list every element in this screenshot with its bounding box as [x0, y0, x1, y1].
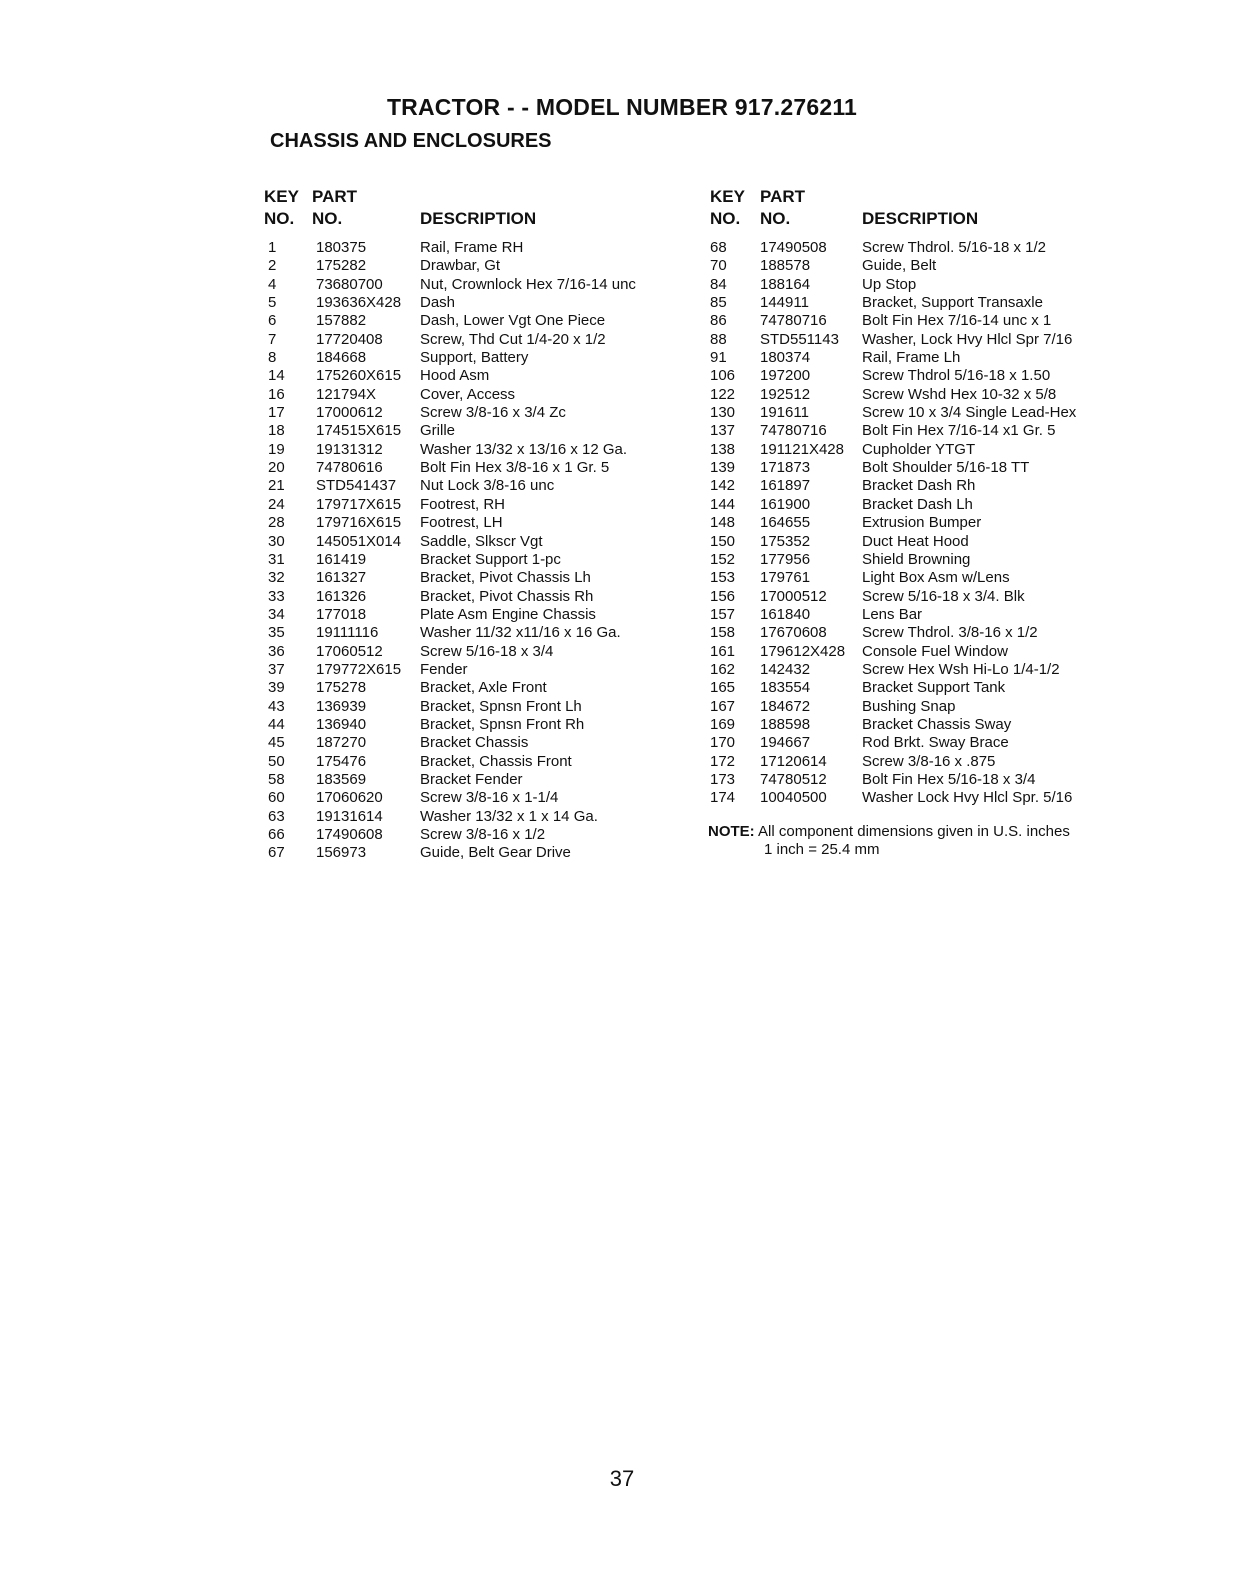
table-row: [710, 514, 1150, 532]
part-description: Rail, Frame RH: [420, 239, 524, 256]
table-row: [710, 441, 1150, 459]
part-description: Screw 5/16-18 x 3/4: [420, 642, 554, 660]
part-no: 161840: [760, 605, 811, 623]
key-no: 45: [268, 734, 285, 752]
part-description: Shield Browning: [862, 550, 971, 568]
part-no: 191121X428: [760, 440, 844, 458]
part-no: 161897: [760, 477, 811, 495]
part-description: Rail, Frame Lh: [862, 349, 961, 367]
key-no: 34: [268, 605, 285, 623]
key-no: 18: [268, 422, 285, 440]
table-row: [710, 643, 1150, 661]
key-no: 156: [710, 587, 736, 605]
part-no: 156973: [316, 844, 367, 862]
parts-rows-left: [264, 239, 684, 863]
header-key-line1: KEY: [710, 187, 745, 206]
part-no: 177956: [760, 550, 811, 568]
part-no: 74780716: [760, 422, 827, 440]
table-row: [264, 716, 684, 734]
part-description: Bracket Support 1-pc: [420, 550, 561, 568]
table-row: [710, 386, 1150, 404]
key-no: 36: [268, 642, 285, 660]
parts-rows-right: [710, 239, 1150, 808]
part-no: 17060512: [316, 642, 383, 660]
part-description: Bracket, Chassis Front: [420, 752, 572, 770]
note-line1: All component dimensions given in U.S. inches: [758, 823, 1070, 840]
part-description: Screw Thdrol 5/16-18 x 1.50: [862, 367, 1051, 385]
key-no: 17: [268, 404, 285, 422]
key-no: 14: [268, 367, 285, 385]
key-no: 84: [710, 275, 727, 293]
key-no: 165: [710, 679, 736, 697]
part-no: 19131312: [316, 440, 383, 458]
key-no: 2: [268, 257, 277, 275]
table-row: [264, 276, 684, 294]
table-row: [264, 257, 684, 275]
part-no: 175352: [760, 532, 811, 550]
part-description: Screw Thdrol. 3/8-16 x 1/2: [862, 624, 1038, 642]
key-no: 35: [268, 624, 285, 642]
part-no: 74780616: [316, 459, 383, 477]
part-no: STD541437: [316, 477, 397, 495]
part-description: Extrusion Bumper: [862, 514, 982, 532]
table-header: [264, 187, 684, 233]
table-row: [264, 514, 684, 532]
header-key-line2: NO.: [264, 209, 295, 228]
part-no: 188598: [760, 715, 811, 733]
part-no: 17720408: [316, 330, 383, 348]
note-label: NOTE:: [708, 823, 755, 840]
part-description: Nut, Crownlock Hex 7/16-14 unc: [420, 275, 636, 293]
part-description: Duct Heat Hood: [862, 532, 969, 550]
key-no: 106: [710, 367, 736, 385]
part-description: Footrest, LH: [420, 514, 503, 532]
table-row: [264, 753, 684, 771]
part-no: 17000612: [316, 404, 383, 422]
part-no: 188164: [760, 275, 811, 293]
key-no: 167: [710, 697, 736, 715]
part-description: Bolt Fin Hex 3/8-16 x 1 Gr. 5: [420, 459, 610, 477]
part-description: Bracket Chassis Sway: [862, 715, 1012, 733]
parts-table-left: [264, 187, 684, 863]
part-description: Screw 3/8-16 x 1-1/4: [420, 789, 559, 807]
key-no: 58: [268, 770, 285, 788]
header-description: DESCRIPTION: [420, 209, 537, 228]
part-description: Screw 3/8-16 x 3/4 Zc: [420, 404, 566, 422]
table-row: [264, 404, 684, 422]
key-no: 24: [268, 495, 285, 513]
part-description: Guide, Belt Gear Drive: [420, 844, 571, 862]
part-description: Footrest, RH: [420, 495, 506, 513]
part-no: 17490608: [316, 826, 383, 843]
table-row: [710, 698, 1150, 716]
key-no: 39: [268, 679, 285, 697]
part-no: 157882: [316, 312, 367, 330]
key-no: 172: [710, 752, 736, 770]
part-description: Nut Lock 3/8-16 unc: [420, 477, 555, 495]
part-no: 74780716: [760, 312, 827, 330]
part-description: Bracket, Support Transaxle: [862, 294, 1043, 312]
part-description: Plate Asm Engine Chassis: [420, 605, 596, 623]
page-number: 37: [609, 1466, 635, 1491]
part-description: Saddle, Slkscr Vgt: [420, 532, 543, 550]
table-row: [710, 551, 1150, 569]
part-description: Screw 5/16-18 x 3/4. Blk: [862, 587, 1025, 605]
table-row: [710, 661, 1150, 679]
key-no: 6: [268, 312, 277, 330]
part-no: 17060620: [316, 789, 383, 807]
part-no: 188578: [760, 257, 811, 275]
table-row: [264, 349, 684, 367]
table-header: [710, 187, 1150, 233]
header-part-line1: PART: [312, 187, 358, 206]
part-description: Washer Lock Hvy Hlcl Spr. 5/16: [862, 789, 1073, 807]
part-no: STD551143: [760, 330, 839, 348]
part-no: 179772X615: [316, 660, 402, 678]
table-row: [264, 551, 684, 569]
part-description: Up Stop: [862, 275, 917, 293]
table-row: [710, 239, 1150, 257]
key-no: 174: [710, 789, 736, 807]
header-part-line2: NO.: [312, 209, 343, 228]
part-description: Bolt Shoulder 5/16-18 TT: [862, 459, 1030, 477]
part-description: Cupholder YTGT: [862, 440, 976, 458]
part-description: Bracket, Pivot Chassis Lh: [420, 569, 591, 587]
part-description: Support, Battery: [420, 349, 529, 367]
key-no: 66: [268, 826, 285, 843]
table-row: [710, 459, 1150, 477]
part-description: Bolt Fin Hex 7/16-14 unc x 1: [862, 312, 1052, 330]
table-row: [710, 679, 1150, 697]
part-no: 179612X428: [760, 642, 846, 660]
table-row: [710, 367, 1150, 385]
key-no: 5: [268, 294, 277, 312]
table-row: [264, 386, 684, 404]
part-no: 74780512: [760, 770, 827, 788]
dimension-note: [708, 823, 1070, 859]
table-row: [264, 569, 684, 587]
table-row: [264, 312, 684, 330]
part-no: 136939: [316, 697, 367, 715]
table-row: [264, 477, 684, 495]
table-row: [264, 624, 684, 642]
part-description: Fender: [420, 660, 468, 678]
header-description: DESCRIPTION: [862, 209, 979, 228]
part-description: Screw 3/8-16 x .875: [862, 752, 996, 770]
table-row: [710, 276, 1150, 294]
part-no: 161900: [760, 495, 811, 513]
part-description: Lens Bar: [862, 605, 923, 623]
part-no: 183554: [760, 679, 811, 697]
key-no: 30: [268, 532, 285, 550]
table-row: [264, 826, 684, 844]
key-no: 7: [268, 330, 277, 348]
key-no: 144: [710, 495, 736, 513]
table-row: [710, 404, 1150, 422]
table-row: [710, 312, 1150, 330]
part-description: Washer 11/32 x11/16 x 16 Ga.: [420, 624, 621, 642]
key-no: 153: [710, 569, 736, 587]
key-no: 91: [710, 349, 727, 367]
part-description: Dash: [420, 294, 456, 312]
part-no: 145051X014: [316, 532, 402, 550]
table-row: [264, 698, 684, 716]
section-title: CHASSIS AND ENCLOSURES: [270, 130, 552, 152]
note-line2: 1 inch = 25.4 mm: [764, 841, 880, 858]
table-row: [264, 789, 684, 807]
table-row: [264, 331, 684, 349]
key-no: 148: [710, 514, 736, 532]
part-no: 161327: [316, 569, 367, 587]
table-row: [710, 624, 1150, 642]
key-no: 37: [268, 660, 285, 678]
table-row: [264, 496, 684, 514]
key-no: 157: [710, 605, 736, 623]
table-row: [264, 422, 684, 440]
table-row: [264, 367, 684, 385]
key-no: 20: [268, 459, 285, 477]
key-no: 173: [710, 770, 736, 788]
part-description: Light Box Asm w/Lens: [862, 569, 1010, 587]
part-description: Bracket, Pivot Chassis Rh: [420, 587, 594, 605]
part-description: Console Fuel Window: [862, 642, 1008, 660]
table-row: [264, 606, 684, 624]
header-key-line1: KEY: [264, 187, 299, 206]
key-no: 150: [710, 532, 736, 550]
key-no: 70: [710, 257, 727, 275]
part-description: Drawbar, Gt: [420, 257, 501, 275]
part-no: 184668: [316, 349, 367, 367]
table-row: [710, 753, 1150, 771]
key-no: 50: [268, 752, 285, 770]
table-row: [264, 808, 684, 826]
table-row: [264, 533, 684, 551]
part-description: Washer 13/32 x 1 x 14 Ga.: [420, 807, 598, 825]
table-row: [710, 588, 1150, 606]
part-no: 194667: [760, 734, 811, 752]
table-row: [710, 349, 1150, 367]
part-no: 73680700: [316, 275, 383, 293]
part-no: 179717X615: [316, 495, 402, 513]
page-title: TRACTOR - - MODEL NUMBER 917.276211: [386, 94, 858, 120]
key-no: 60: [268, 789, 285, 807]
key-no: 4: [268, 275, 277, 293]
part-description: Bracket, Spnsn Front Lh: [420, 697, 582, 715]
key-no: 130: [710, 404, 736, 422]
part-description: Screw 3/8-16 x 1/2: [420, 826, 546, 843]
part-no: 171873: [760, 459, 811, 477]
header-key-line2: NO.: [710, 209, 741, 228]
table-row: [264, 239, 684, 257]
part-no: 17670608: [760, 624, 827, 642]
part-no: 19111116: [316, 624, 379, 642]
part-no: 19131614: [316, 807, 383, 825]
part-description: Bushing Snap: [862, 697, 956, 715]
part-no: 17000512: [760, 587, 827, 605]
table-row: [264, 679, 684, 697]
part-no: 17120614: [760, 752, 827, 770]
part-no: 187270: [316, 734, 367, 752]
key-no: 170: [710, 734, 736, 752]
part-description: Washer, Lock Hvy Hlcl Spr 7/16: [862, 330, 1073, 348]
part-description: Cover, Access: [420, 385, 516, 403]
part-description: Bracket Support Tank: [862, 679, 1006, 697]
part-no: 192512: [760, 385, 811, 403]
part-description: Bolt Fin Hex 7/16-14 x1 Gr. 5: [862, 422, 1056, 440]
key-no: 152: [710, 550, 736, 568]
part-no: 179761: [760, 569, 811, 587]
table-row: [710, 771, 1150, 789]
table-row: [264, 771, 684, 789]
part-description: Guide, Belt: [862, 257, 937, 275]
table-row: [710, 533, 1150, 551]
part-no: 180374: [760, 349, 811, 367]
table-row: [710, 422, 1150, 440]
part-no: 191611: [760, 404, 809, 422]
key-no: 44: [268, 715, 285, 733]
part-description: Washer 13/32 x 13/16 x 12 Ga.: [420, 440, 628, 458]
key-no: 67: [268, 844, 285, 862]
part-description: Dash, Lower Vgt One Piece: [420, 312, 606, 330]
part-no: 136940: [316, 715, 367, 733]
part-no: 197200: [760, 367, 811, 385]
part-no: 175278: [316, 679, 367, 697]
part-no: 175260X615: [316, 367, 402, 385]
key-no: 63: [268, 807, 285, 825]
key-no: 161: [710, 642, 736, 660]
key-no: 21: [268, 477, 285, 495]
key-no: 28: [268, 514, 285, 532]
part-description: Bracket, Axle Front: [420, 679, 547, 697]
table-row: [710, 789, 1150, 807]
part-no: 121794X: [316, 385, 377, 403]
key-no: 1: [268, 239, 277, 256]
table-row: [710, 331, 1150, 349]
part-description: Screw Thdrol. 5/16-18 x 1/2: [862, 239, 1046, 256]
part-description: Screw 10 x 3/4 Single Lead-Hex: [862, 404, 1077, 422]
table-row: [264, 661, 684, 679]
part-no: 161419: [316, 550, 367, 568]
part-no: 164655: [760, 514, 811, 532]
table-row: [264, 844, 684, 862]
key-no: 142: [710, 477, 736, 495]
key-no: 88: [710, 330, 727, 348]
table-row: [264, 294, 684, 312]
key-no: 43: [268, 697, 285, 715]
part-description: Bracket Fender: [420, 770, 523, 788]
part-description: Bracket Chassis: [420, 734, 529, 752]
part-no: 142432: [760, 660, 811, 678]
part-no: 175476: [316, 752, 367, 770]
part-no: 177018: [316, 605, 367, 623]
part-no: 144911: [760, 294, 809, 312]
table-row: [264, 441, 684, 459]
part-description: Hood Asm: [420, 367, 490, 385]
part-no: 184672: [760, 697, 811, 715]
part-description: Bracket Dash Rh: [862, 477, 976, 495]
key-no: 139: [710, 459, 736, 477]
part-no: 175282: [316, 257, 367, 275]
part-no: 180375: [316, 239, 367, 256]
key-no: 68: [710, 239, 727, 256]
key-no: 86: [710, 312, 727, 330]
key-no: 19: [268, 440, 285, 458]
part-description: Bracket Dash Lh: [862, 495, 973, 513]
table-row: [710, 294, 1150, 312]
table-row: [710, 257, 1150, 275]
table-row: [264, 588, 684, 606]
part-description: Rod Brkt. Sway Brace: [862, 734, 1009, 752]
key-no: 137: [710, 422, 736, 440]
key-no: 32: [268, 569, 285, 587]
key-no: 138: [710, 440, 736, 458]
part-description: Grille: [420, 422, 456, 440]
table-row: [710, 496, 1150, 514]
key-no: 122: [710, 385, 736, 403]
key-no: 85: [710, 294, 727, 312]
part-no: 193636X428: [316, 294, 402, 312]
table-row: [710, 477, 1150, 495]
table-row: [710, 606, 1150, 624]
table-row: [710, 734, 1150, 752]
header-part-line2: NO.: [760, 209, 791, 228]
part-description: Screw, Thd Cut 1/4-20 x 1/2: [420, 330, 606, 348]
table-row: [264, 643, 684, 661]
key-no: 158: [710, 624, 736, 642]
table-row: [710, 569, 1150, 587]
part-no: 179716X615: [316, 514, 402, 532]
part-description: Bracket, Spnsn Front Rh: [420, 715, 585, 733]
part-description: Screw Wshd Hex 10-32 x 5/8: [862, 385, 1057, 403]
key-no: 31: [268, 550, 285, 568]
key-no: 169: [710, 715, 736, 733]
table-row: [264, 734, 684, 752]
part-no: 183569: [316, 770, 367, 788]
part-no: 161326: [316, 587, 367, 605]
key-no: 16: [268, 385, 285, 403]
part-no: 17490508: [760, 239, 827, 256]
part-no: 10040500: [760, 789, 827, 807]
header-part-line1: PART: [760, 187, 806, 206]
part-description: Screw Hex Wsh Hi-Lo 1/4-1/2: [862, 660, 1060, 678]
table-row: [710, 716, 1150, 734]
part-no: 174515X615: [316, 422, 402, 440]
parts-table-right: [710, 187, 1150, 808]
key-no: 162: [710, 660, 736, 678]
key-no: 33: [268, 587, 285, 605]
key-no: 8: [268, 349, 277, 367]
part-description: Bolt Fin Hex 5/16-18 x 3/4: [862, 770, 1036, 788]
table-row: [264, 459, 684, 477]
